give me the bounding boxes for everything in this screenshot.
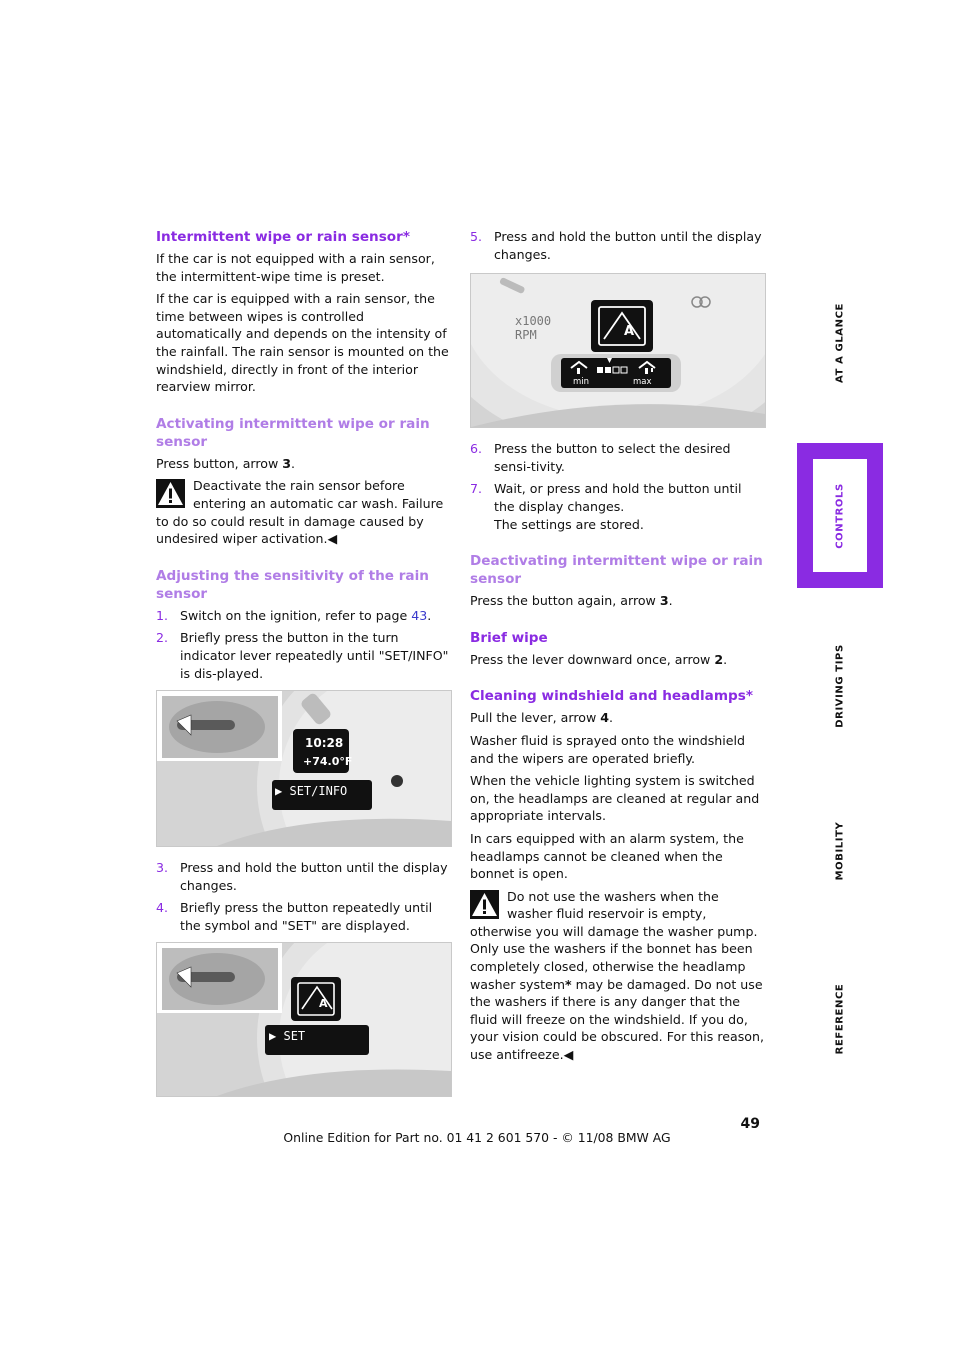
tab-driving-tips[interactable]: DRIVING TIPS [834, 643, 846, 728]
figure-instrument-set-info [156, 690, 452, 847]
warning-icon [470, 890, 499, 919]
tab-reference[interactable]: REFERENCE [834, 983, 846, 1054]
paragraph: If the car is equipped with a rain sensor, the time between wipes is controlled automatically and depends on the intensity of the rainfall. The rain sensor is mounted on the windshield, directly in front of the interior rearview mirror. [156, 291, 449, 395]
tab-at-a-glance[interactable]: AT A GLANCE [834, 303, 846, 383]
right-column [470, 228, 766, 1069]
step-5: 5. Press and hold the button until the display changes. [470, 229, 762, 262]
warning-icon [156, 479, 185, 508]
step-3: 3. Press and hold the button until the display changes. [156, 860, 448, 893]
paragraph: Pull the lever, arrow 4. [470, 710, 614, 726]
heading-deactivating: Deactivating intermittent wipe or rain sensor [470, 553, 763, 588]
paragraph: Washer fluid is sprayed onto the windshield and the wipers are operated briefly. [470, 732, 746, 766]
heading-adjusting-sensitivity: Adjusting the sensitivity of the rain sensor [156, 567, 429, 602]
heading-intermittent-wipe: Intermittent wipe or rain sensor* [156, 229, 410, 245]
left-column [156, 228, 452, 1109]
set-info-display: ▶ SET/INFO [275, 784, 348, 799]
paragraph: In cars equipped with an alarm system, the headlamps cannot be cleaned when the bonnet is open. [470, 830, 744, 882]
page-number: 49 [740, 1116, 760, 1132]
tab-controls[interactable]: CONTROLS [797, 443, 883, 588]
svg-text:A: A [319, 997, 328, 1011]
figure-instrument-set [156, 942, 452, 1097]
paragraph: Press button, arrow 3. [156, 455, 296, 471]
clock-display: 10:28 [305, 736, 344, 751]
heading-brief-wipe: Brief wipe [470, 629, 548, 646]
temperature-display: +74.0°F [303, 755, 353, 769]
step-2: 2. Briefly press the button in the turn indicator lever repeatedly until "SET/INFO" is dis-played. [156, 630, 449, 681]
heading-activating: Activating intermittent wipe or rain sensor [156, 415, 430, 450]
paragraph: If the car is not equipped with a rain sensor, the intermittent-wipe time is preset. [156, 251, 435, 284]
play-icon: ▶ [269, 1029, 277, 1044]
min-label: min [573, 377, 590, 388]
play-icon: ▶ [275, 784, 283, 799]
max-label: max [633, 377, 652, 388]
warning-note: Deactivate the rain sensor before entering an automatic car wash. Failure to do so could result in damage caused by undesired wiper activation.◀ [156, 478, 444, 547]
step-6: 6. Press the button to select the desired sensi-tivity. [470, 441, 731, 474]
paragraph: Press the button again, arrow 3. [470, 593, 673, 609]
rpm-label: x1000 RPM [515, 314, 552, 343]
step-1: 1. Switch on the ignition, refer to page 43. [156, 607, 432, 623]
step-4: 4. Briefly press the button repeatedly until the symbol and "SET" are displayed. [156, 900, 433, 933]
figure-sensitivity-display [470, 273, 766, 428]
tab-mobility[interactable]: MOBILITY [834, 821, 846, 880]
warning-note: Do not use the washers when the washer fluid reservoir is empty, otherwise you will damage the washer pump. Only use the washers if the bonnet has been completely closed, otherwise the headlamp washer system* may be damaged. Do not use the washers if there is any danger that the fluid will freeze on the windshield. If you do, your vision could be obscured. For this reason, use antifreeze.◀ [470, 888, 764, 1063]
footer-edition: Online Edition for Part no. 01 41 2 601 570 - © 11/08 BMW AG [283, 1130, 671, 1145]
paragraph: Press the lever downward once, arrow 2. [470, 651, 728, 667]
section-sidebar [797, 228, 883, 1098]
paragraph: When the vehicle lighting system is switched on, the headlamps are cleaned at regular and appropriate intervals. [470, 773, 760, 824]
step-7: 7. Wait, or press and hold the button until the display changes. The settings are stored. [470, 481, 742, 532]
page-link[interactable]: 43 [411, 607, 428, 623]
heading-cleaning: Cleaning windshield and headlamps* [470, 688, 753, 705]
set-display: ▶ SET [269, 1029, 306, 1044]
svg-text:A: A [624, 324, 635, 340]
